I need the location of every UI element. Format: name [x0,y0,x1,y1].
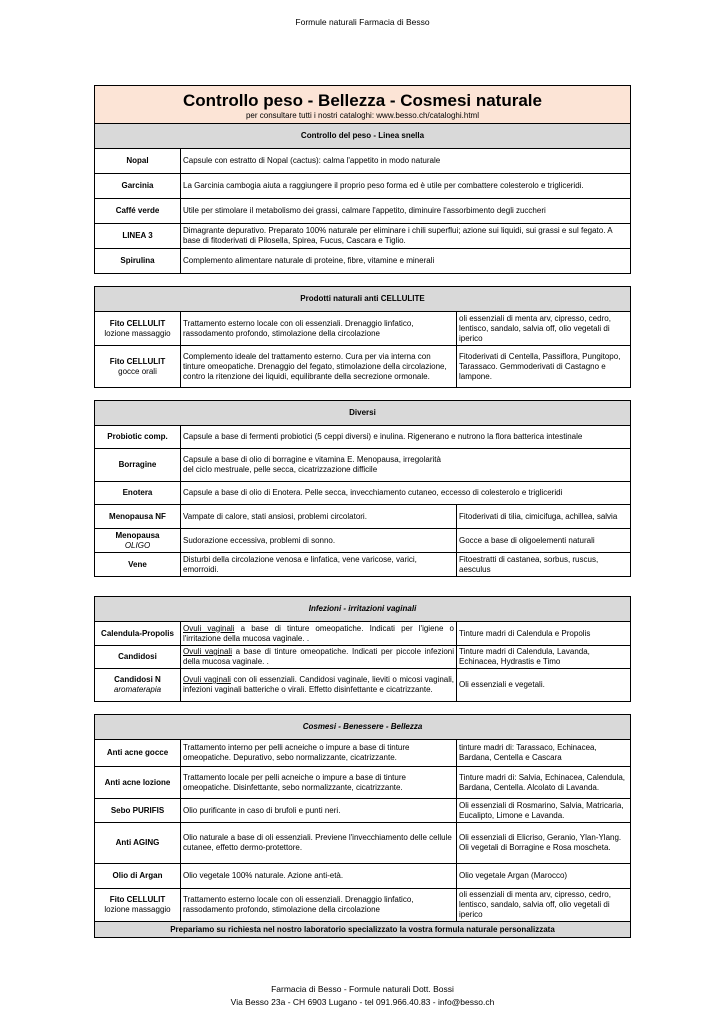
product-name [95,669,181,702]
product-description: Capsule con estratto di Nopal (cactus): calma l'appetito in modo naturale [181,149,631,174]
product-description-text: a base di tinture omeopatiche. Indicati per piccole infezioni della mucosa vaginale. . [183,647,454,666]
product-ingredients: Oli essenziali di Elicriso, Geranio, Ylan-Ylang. Oli vegetali di Borragine e Rosa moscheta. [457,823,631,864]
product-description [181,646,457,669]
product-type: Ovuli vaginali [183,623,235,633]
table-cosmesi [94,714,631,938]
table-row [95,767,631,799]
title-cell [95,86,631,124]
product-description: La Garcinia cambogia aiuta a raggiungere il proprio peso forma ed è utile per combattere colesterolo e trigliceridi. [181,174,631,199]
table-row [95,174,631,199]
section-header [95,124,631,149]
section-title: Prodotti naturali anti CELLULITE [95,287,631,312]
table-row [95,249,631,274]
footer-line-1: Farmacia di Besso - Formule naturali Dott. Bossi [271,984,454,994]
product-description: Trattamento esterno locale con oli essenziali. Drenaggio linfatico, rassodamento profondo, stimolazione della circolazione [181,312,457,346]
table-cellulite [94,286,631,388]
product-name [95,346,181,388]
product-ingredients: Tinture madri di Calendula e Propolis [457,622,631,646]
product-ingredients: Tinture madri di: Salvia, Echinacea, Calendula, Bardana, Centella. Alcolato di Lavanda. [457,767,631,799]
product-ingredients: Fitoderivati di Centella, Passiflora, Pungitopo, Tarassaco. Gemmoderivati di Castagno e lampone. [457,346,631,388]
product-name: Spirulina [95,249,181,274]
section-title: Cosmesi - Benessere - Bellezza [95,715,631,740]
table-row [95,553,631,577]
section-header [95,401,631,426]
product-name [95,529,181,553]
product-form: lozione massaggio [104,905,171,914]
product-ingredients: Oli essenziali e vegetali. [457,669,631,702]
product-ingredients: Fitoestratti di castanea, sorbus, ruscus, aesculus [457,553,631,577]
page-header: Formule naturali Farmacia di Besso [295,17,430,27]
product-description: Capsule a base di olio di Enotera. Pelle secca, invecchiamento cutaneo, eccesso di colesterolo e trigliceridi [181,482,631,505]
table-row [95,449,631,482]
title-row [95,86,631,124]
table-diversi [94,400,631,577]
product-description: Dimagrante depurativo. Preparato 100% naturale per eliminare i chili superflui; azione sui liquidi, sui grassi e sul fegato. A base di fitoderivati di Pilosella, Spirea, Fucus, Cascara e Tiglio. [181,224,631,249]
product-name [95,889,181,922]
product-description: Trattamento esterno locale con oli essenziali. Drenaggio linfatico, rassodamento profondo, stimolazione della circolazione [181,889,457,922]
table-row [95,823,631,864]
section-header [95,715,631,740]
section-header [95,597,631,622]
product-name: Calendula-Propolis [95,622,181,646]
product-ingredients: Gocce a base di oligoelementi naturali [457,529,631,553]
section-header [95,287,631,312]
product-description-text: a base di tinture omeopatiche. Indicati per l'igiene o l'irritazione della mucosa vaginale. . [183,623,455,643]
table-row [95,482,631,505]
product-form: gocce orali [118,366,157,376]
product-description [181,622,457,646]
table-row [95,199,631,224]
table-row [95,224,631,249]
table-row [95,346,631,388]
table-row [95,505,631,529]
product-name: Borragine [95,449,181,482]
catalog-link[interactable]: per consultare tutti i nostri cataloghi: www.besso.ch/cataloghi.html [245,110,479,120]
product-description: Complemento alimentare naturale di proteine, fibre, vitamine e minerali [181,249,631,274]
section-title: Controllo del peso - Linea snella [95,124,631,149]
product-description-text: Capsule a base di olio di borragine e vitamina E. Menopausa, irregolarità del ciclo mestruale, pelle secca, cicatrizzazione difficile [183,455,441,474]
product-description: Disturbi della circolazione venosa e linfatica, vene varicose, varici, emorroidi. [181,553,457,577]
product-description: Sudorazione eccessiva, problemi di sonno. [181,529,457,553]
product-description: Olio naturale a base di oli essenziali. Previene l'invecchiamento delle cellule cutanee, effetto dermo-protettore. [181,823,457,864]
product-name: Caffé verde [95,199,181,224]
product-name: Enotera [95,482,181,505]
table-row [95,889,631,922]
table-row [95,646,631,669]
product-description: Trattamento locale per pelli acneiche o impure a base di tinture omeopatiche. Disinfettante, sebo normalizzante, cicatrizzante. [181,767,457,799]
product-name: Garcinia [95,174,181,199]
product-description: Utile per stimolare il metabolismo dei grassi, calmare l'appetito, diminuire l'assorbimento degli zuccheri [181,199,631,224]
product-name: Olio di Argan [95,864,181,889]
table-row [95,740,631,767]
product-ingredients: oli essenziali di menta arv, cipresso, cedro, lentisco, sandalo, salvia off, olio vegetali di iperico [457,312,631,346]
product-description: Vampate di calore, stati ansiosi, problemi circolatori. [181,505,457,529]
product-name-text: Candidosi N [114,675,161,684]
product-type: Ovuli vaginali [183,675,231,684]
product-name: Probiotic comp. [95,426,181,449]
product-type: Ovuli vaginali [183,647,232,656]
product-name: Nopal [95,149,181,174]
product-name: Vene [95,553,181,577]
table-row [95,622,631,646]
table-row [95,149,631,174]
product-ingredients: oli essenziali di menta arv, cipresso, cedro, lentisco, sandalo, salvia off, olio vegetali di iperico [457,889,631,922]
product-ingredients: Oli essenziali di Rosmarino, Salvia, Matricaria, Eucalipto, Limone e Lavanda. [457,799,631,823]
product-name: Sebo PURIFIS [95,799,181,823]
product-ingredients: tinture madri di: Tarassaco, Echinacea, Bardana, Centella e Cascara [457,740,631,767]
product-description: Complemento ideale del trattamento esterno. Cura per via interna con tinture omeopatiche. Drenaggio del fegato, stimolazione della circolazione, contro la ritenzione dei liquidi, equilibrante della secrezione ormonale. [181,346,457,388]
table-row [95,312,631,346]
product-name [95,312,181,346]
page-footer [0,983,725,1008]
product-name: Anti acne lozione [95,767,181,799]
product-form: aromaterapia [113,685,162,694]
product-description: Trattamento interno per pelli acneiche o impure a base di tinture omeopatiche. Depurativo, sebo normalizzante, cicatrizzante. [181,740,457,767]
table-infezioni [94,596,631,702]
product-description [181,449,631,482]
product-name: Anti acne gocce [95,740,181,767]
product-description: Olio vegetale 100% naturale. Azione anti-età. [181,864,457,889]
product-ingredients: Tinture madri di Calendula, Lavanda, Echinacea, Hydrastis e Timo [457,646,631,669]
note-row [95,922,631,938]
product-name: LINEA 3 [95,224,181,249]
product-name: Menopausa NF [95,505,181,529]
product-description [181,669,457,702]
table-row [95,864,631,889]
product-ingredients: Fitoderivati di tilia, cimicifuga, achillea, salvia [457,505,631,529]
product-name-text: Fito CELLULIT [109,895,166,904]
product-description: Capsule a base di fermenti probiotici (5 ceppi diversi) e inulina. Rigenerano e nutrono la flora batterica intestinale [181,426,631,449]
section-title: Infezioni - irritazioni vaginali [95,597,631,622]
product-name: Candidosi [95,646,181,669]
table-row [95,426,631,449]
product-name-text: Fito CELLULIT [109,356,166,366]
product-name: Anti AGING [95,823,181,864]
table-controllo-peso [94,85,631,274]
page-title: Controllo peso - Bellezza - Cosmesi naturale [183,90,542,110]
table-row [95,799,631,823]
table-row [95,669,631,702]
product-name-text: Fito CELLULIT [109,318,166,328]
product-ingredients: Olio vegetale Argan (Marocco) [457,864,631,889]
product-form: lozione massaggio [104,328,171,338]
section-title: Diversi [95,401,631,426]
product-description-text: con oli essenziali. Candidosi vaginale, lieviti o micosi vaginali, infezioni vaginali batteriche o virali. Effetto disinfettante e cicatrizzante. [183,675,455,694]
product-description: Olio purificante in caso di brufoli e punti neri. [181,799,457,823]
laboratory-note: Prepariamo su richiesta nel nostro laboratorio specializzato la vostra formula naturale personalizzata [95,922,631,938]
footer-contact: Via Besso 23a - CH 6903 Lugano - tel 091.966.40.83 - info@besso.ch [230,996,495,1007]
product-form: OLIGO [124,540,151,550]
product-name-text: Menopausa [115,530,160,540]
table-row [95,529,631,553]
